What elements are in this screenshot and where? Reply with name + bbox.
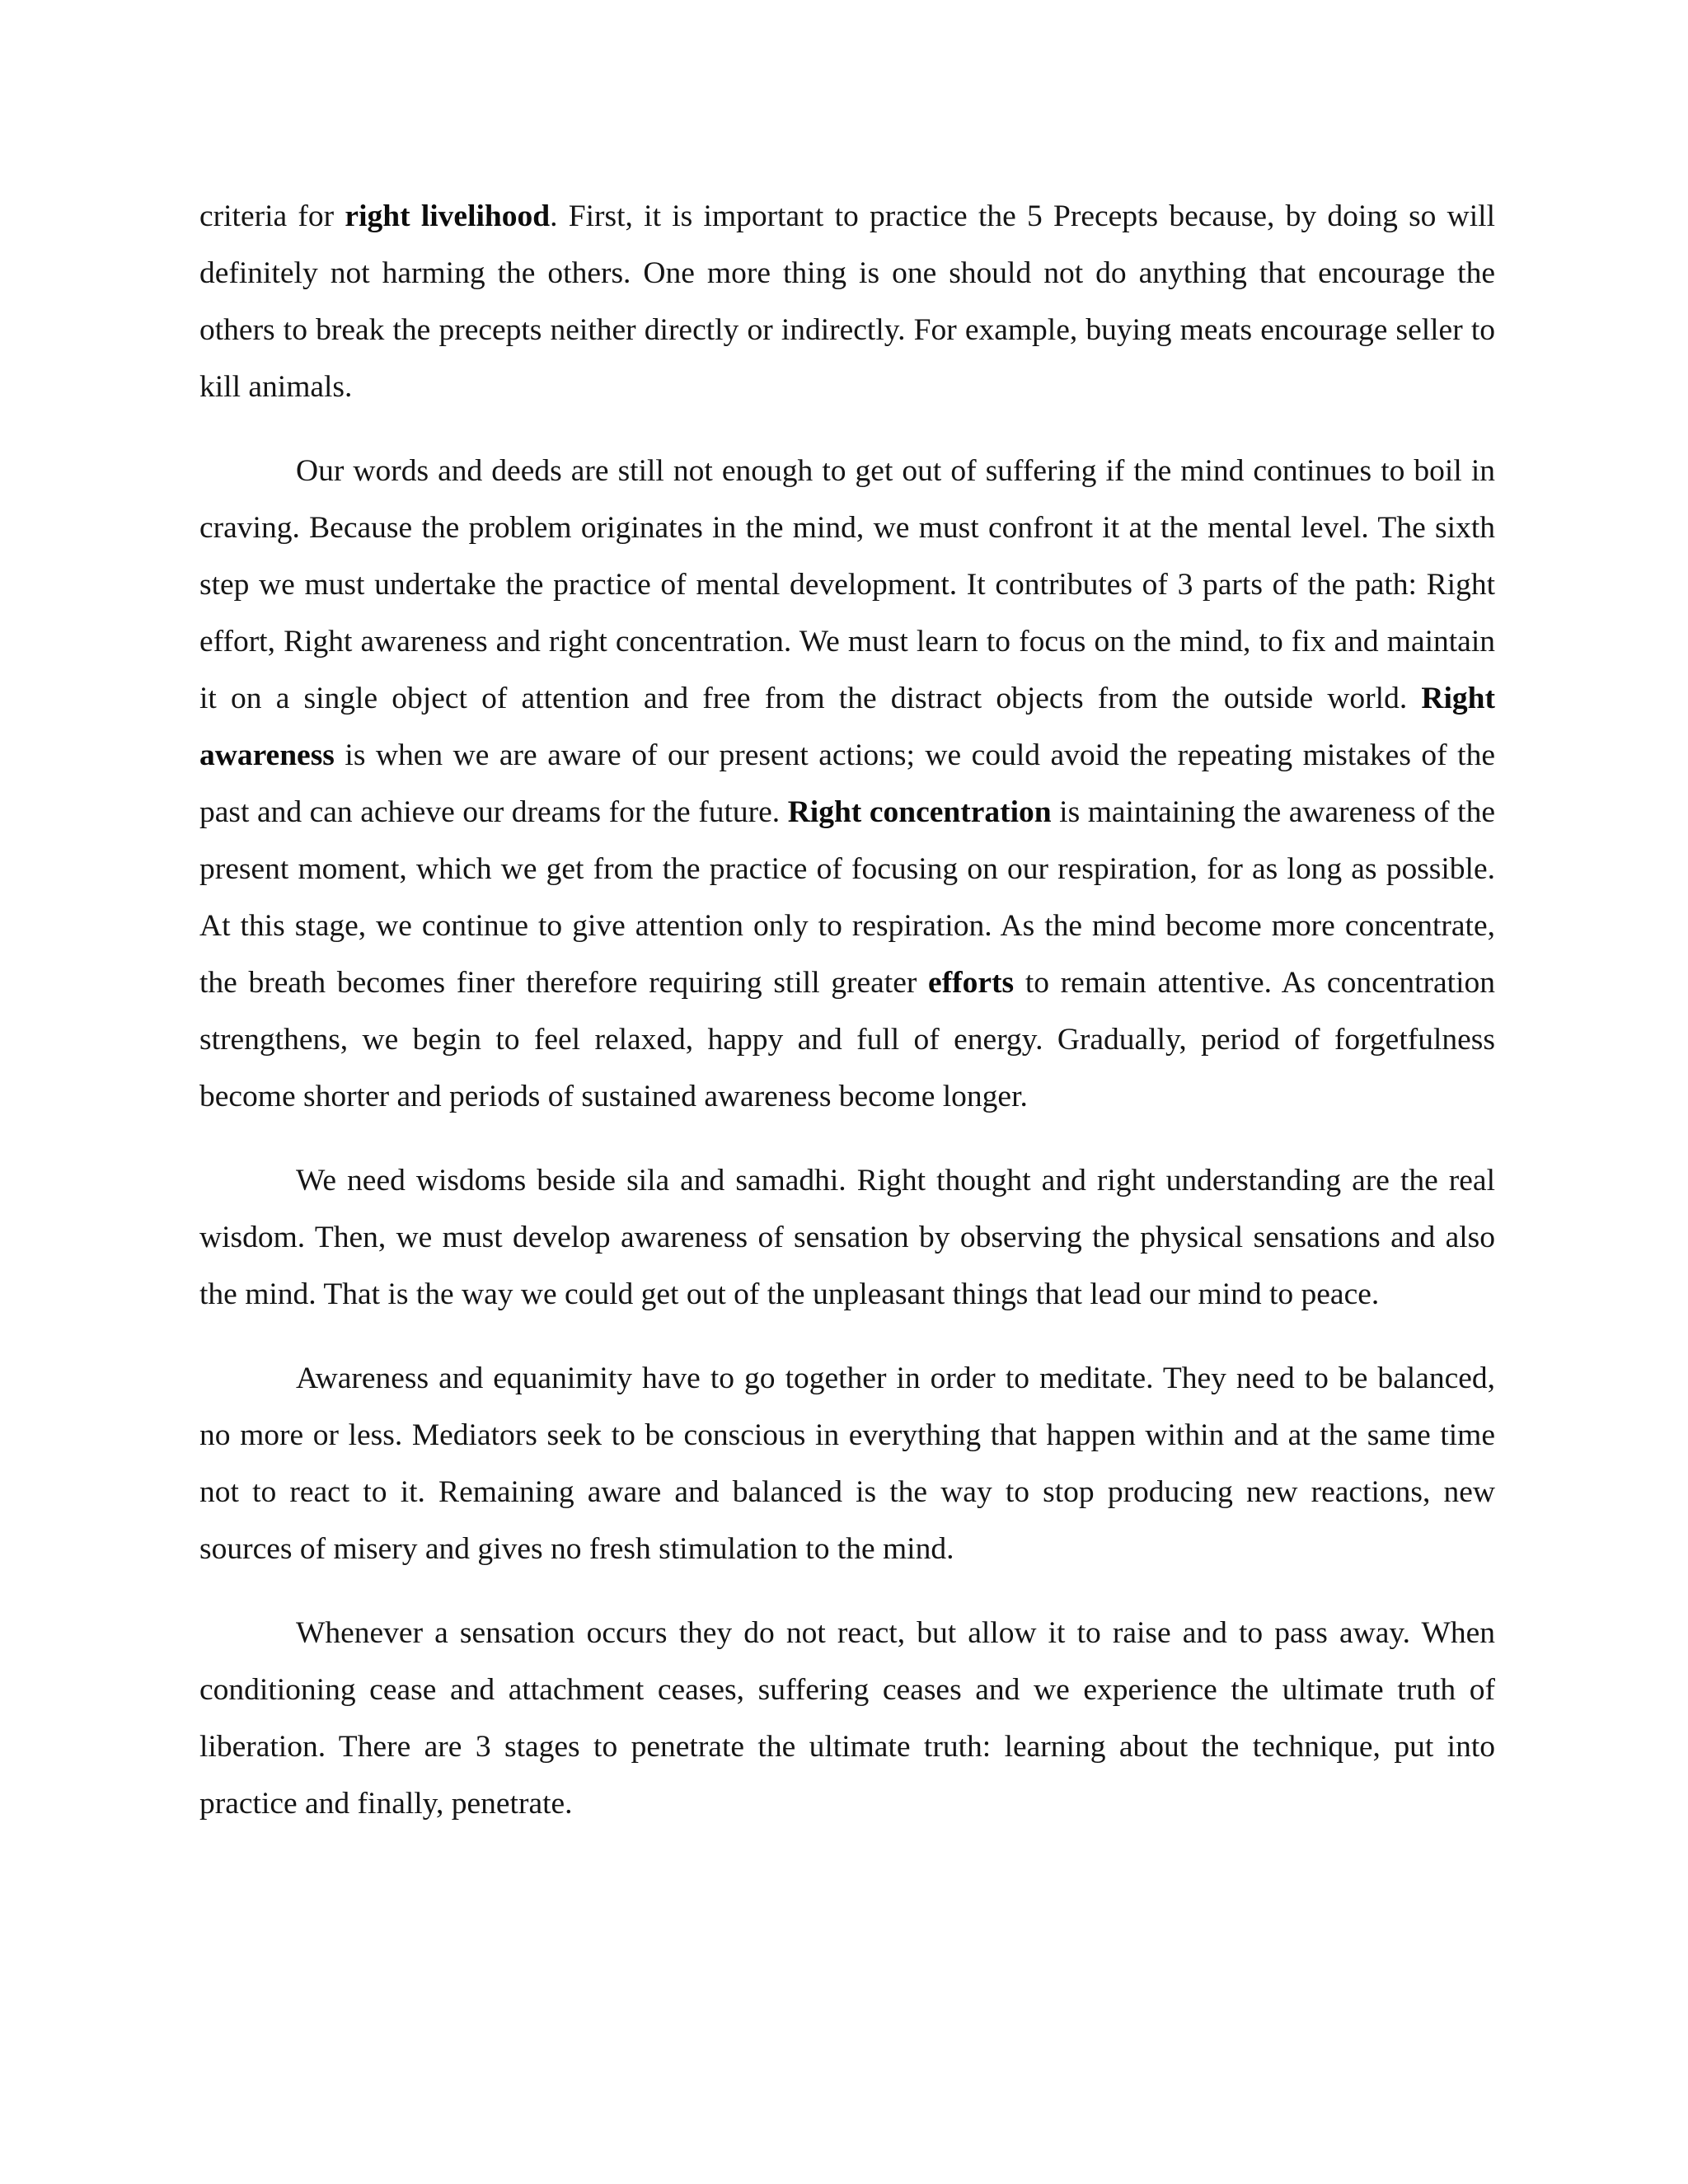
bold-term-efforts: efforts: [928, 966, 1015, 1000]
text-run: is maintaining the awareness of the present moment, which we get from the practice of focusing on our respiration, for as long as possible. At this stage, we continue to give attention only to respiration. As the mind become more concentrate, the breath becomes finer therefore requiring still greater: [199, 795, 1495, 1000]
text-run: Whenever a sensation occurs they do not react, but allow it to raise and to pass away. When conditioning cease and attachment ceases, suffering ceases and we experience the ultimate truth of liberation. There are 3 stages to penetrate the ultimate truth: learning about the technique, put into practice and finally, penetrate.: [199, 1616, 1495, 1821]
text-run: . First, it is important to practice the 5 Precepts because, by doing so will definitely not harming the others. One more thing is one should not do anything that encourage the others to break the precepts neither directly or indirectly. For example, buying meats encourage seller to kill animals.: [199, 199, 1496, 404]
bold-term-right-concentration: Right concentration: [787, 795, 1052, 829]
paragraph-right-livelihood: [199, 188, 1495, 415]
paragraph-wisdom: [199, 1152, 1495, 1323]
paragraph-liberation: [199, 1605, 1495, 1832]
text-run: criteria for: [199, 199, 345, 233]
document-body: [199, 188, 1495, 1859]
text-run: to remain attentive. As concentration strengthens, we begin to feel relaxed, happy and full of energy. Gradually, period of forgetfulness become shorter and periods of sustained awareness become longer.: [199, 966, 1495, 1113]
bold-term-right-livelihood: right livelihood: [345, 199, 551, 233]
text-run: We need wisdoms beside sila and samadhi. Right thought and right understanding are the real wisdom. Then, we must develop awareness of sensation by observing the physical sensations and also the mind. That is the way we could get out of the unpleasant things that lead our mind to peace.: [199, 1164, 1495, 1311]
text-run: Our words and deeds are still not enough to get out of suffering if the mind continues to boil in craving. Because the problem originates in the mind, we must confront it at the mental level. The sixth step we must undertake the practice of mental development. It contributes of 3 parts of the path: Right effort, Right awareness and right concentration. We must learn to focus on the mind, to fix and maintain it on a single object of attention and free from the distract objects from the outside world.: [199, 454, 1495, 715]
text-run: is when we are aware of our present actions; we could avoid the repeating mistakes of the past and can achieve our dreams for the future.: [199, 738, 1495, 829]
bold-term-right-awareness: Right awareness: [199, 682, 1495, 772]
paragraph-mental-development: [199, 443, 1495, 1125]
paragraph-equanimity: [199, 1350, 1495, 1577]
text-run: Awareness and equanimity have to go together in order to meditate. They need to be balanced, no more or less. Mediators seek to be conscious in everything that happen within and at the same time not to react to it. Remaining aware and balanced is the way to stop producing new reactions, new sources of misery and gives no fresh stimulation to the mind.: [199, 1361, 1495, 1566]
